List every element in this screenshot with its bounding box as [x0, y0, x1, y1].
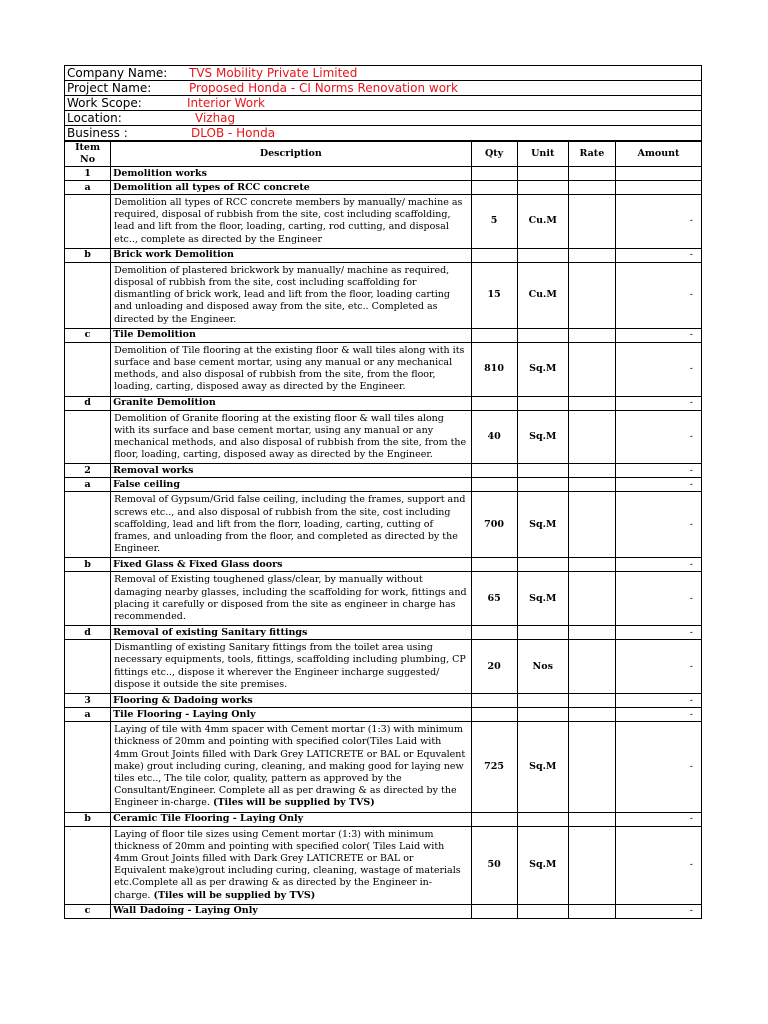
qty-cell: 810 [471, 342, 517, 396]
supply-note: (Tiles will be supplied by TVS) [153, 889, 316, 901]
qty-cell: 50 [471, 826, 517, 904]
description-cell [111, 826, 471, 904]
description-cell [111, 640, 471, 694]
amount-cell: - [615, 464, 701, 478]
qty-cell [471, 167, 517, 181]
unit-cell: Cu.M [517, 262, 568, 328]
description-cell [111, 342, 471, 396]
business-value: DLOB - Honda [183, 126, 702, 141]
description-text: Demolition all types of RCC concrete members by manually/ machine as required, disposal of rubbish from the site, cost including scaffolding, lead and lift from the floor, loading, carting, rod cutting, and disposal etc.., complete as directed by the Engineer [114, 197, 463, 245]
project-value: Proposed Honda - CI Norms Renovation work [183, 81, 702, 96]
unit-cell [517, 708, 568, 722]
boq-body [65, 167, 702, 919]
rate-cell [568, 248, 615, 262]
item-no-cell: c [65, 904, 111, 918]
section-row [65, 396, 702, 410]
rate-cell [568, 812, 615, 826]
unit-cell [517, 328, 568, 342]
amount-cell: - [615, 328, 701, 342]
rate-cell [568, 708, 615, 722]
item-no-cell: d [65, 626, 111, 640]
qty-cell [471, 396, 517, 410]
item-no-cell [65, 195, 111, 249]
item-no-cell: a [65, 708, 111, 722]
rate-cell [568, 464, 615, 478]
project-info-table [64, 65, 702, 141]
rate-cell [568, 572, 615, 626]
unit-cell: Sq.M [517, 410, 568, 464]
item-no-cell [65, 640, 111, 694]
item-no-cell: 2 [65, 464, 111, 478]
business-label: Business : [65, 126, 184, 141]
company-value: TVS Mobility Private Limited [183, 66, 702, 81]
section-title-cell: Fixed Glass & Fixed Glass doors [111, 558, 471, 572]
unit-cell [517, 626, 568, 640]
amount-cell: - [615, 626, 701, 640]
section-title-cell: Demolition works [111, 167, 471, 181]
section-row [65, 694, 702, 708]
section-row [65, 328, 702, 342]
location-value: Vizhag [183, 111, 702, 126]
unit-cell [517, 478, 568, 492]
section-row [65, 904, 702, 918]
col-rate: Rate [568, 142, 615, 167]
amount-cell: - [615, 396, 701, 410]
business-row [65, 126, 702, 141]
amount-cell [615, 181, 701, 195]
rate-cell [568, 195, 615, 249]
scope-value: Interior Work [183, 96, 702, 111]
column-header-row [65, 142, 702, 167]
section-title-cell: Removal of existing Sanitary fittings [111, 626, 471, 640]
qty-cell [471, 181, 517, 195]
unit-cell [517, 248, 568, 262]
amount-cell: - [615, 410, 701, 464]
qty-cell: 5 [471, 195, 517, 249]
section-row [65, 812, 702, 826]
description-text: Demolition of plastered brickwork by manually/ machine as required, disposal of rubbish from the site, cost including scaffolding for dismantling of brick work, lead and lift from the floor, loading carting and unloading and disposed away from the site, etc.. Completed as directed by the Engineer. [114, 264, 450, 325]
col-amount: Amount [615, 142, 701, 167]
description-text: Laying of floor tile sizes using Cement mortar (1:3) with minimum thickness of 20mm and pointing with specified color( Tiles Laid with 4mm Grout Joints filled with Dark Grey LATICRETE or BAL or Equivalent make)grout including curing, cleaning, wastage of materials etc.Complete all as per drawing & as directed by the Engineer in-charge. [114, 828, 461, 901]
unit-cell [517, 167, 568, 181]
description-cell [111, 410, 471, 464]
col-qty: Qty [471, 142, 517, 167]
item-no-cell [65, 410, 111, 464]
section-title-cell: Brick work Demolition [111, 248, 471, 262]
item-row [65, 492, 702, 558]
amount-cell: - [615, 558, 701, 572]
unit-cell: Sq.M [517, 826, 568, 904]
rate-cell [568, 342, 615, 396]
amount-cell: - [615, 812, 701, 826]
description-text: Laying of tile with 4mm spacer with Cement mortar (1:3) with minimum thickness of 20mm and pointing with specified color(Tiles Laid with 4mm Grout Joints filled with Dark Grey LATICRETE or BAL or Equvalent make) grout including curing, cleaning, and making good for laying new tiles etc.., The tile color, quality, pattern as approved by the Consultant/Engineer. Complete all as per drawing & as directed by the Engineer in-charge. [114, 724, 466, 809]
amount-cell: - [615, 195, 701, 249]
section-title-cell: Demolition all types of RCC concrete [111, 181, 471, 195]
description-cell [111, 195, 471, 249]
unit-cell [517, 181, 568, 195]
amount-cell: - [615, 262, 701, 328]
qty-cell: 65 [471, 572, 517, 626]
amount-cell: - [615, 478, 701, 492]
project-row [65, 81, 702, 96]
item-no-cell [65, 826, 111, 904]
unit-cell: Sq.M [517, 572, 568, 626]
rate-cell [568, 262, 615, 328]
qty-cell [471, 328, 517, 342]
amount-cell: - [615, 722, 701, 812]
description-cell [111, 492, 471, 558]
description-cell [111, 262, 471, 328]
unit-cell: Sq.M [517, 492, 568, 558]
boq-table [64, 141, 702, 919]
amount-cell: - [615, 904, 701, 918]
section-title-cell: Tile Flooring - Laying Only [111, 708, 471, 722]
item-no-cell: d [65, 396, 111, 410]
qty-cell [471, 708, 517, 722]
section-row [65, 626, 702, 640]
scope-row [65, 96, 702, 111]
col-unit: Unit [517, 142, 568, 167]
qty-cell: 700 [471, 492, 517, 558]
item-row [65, 826, 702, 904]
qty-cell: 20 [471, 640, 517, 694]
amount-cell: - [615, 826, 701, 904]
rate-cell [568, 478, 615, 492]
qty-cell [471, 464, 517, 478]
rate-cell [568, 694, 615, 708]
col-item-no: Item No [65, 142, 111, 167]
qty-cell [471, 694, 517, 708]
description-cell [111, 572, 471, 626]
rate-cell [568, 640, 615, 694]
col-description: Description [111, 142, 471, 167]
unit-cell: Nos [517, 640, 568, 694]
rate-cell [568, 626, 615, 640]
item-no-cell: b [65, 812, 111, 826]
item-no-cell [65, 262, 111, 328]
item-no-cell [65, 342, 111, 396]
description-text: Demolition of Tile flooring at the existing floor & wall tiles along with its surface and base cement mortar, using any manual or any mechanical methods, and also disposal of rubbish from the site, from the floor, loading, carting, disposed away as directed by the Engineer. [114, 344, 465, 393]
item-no-cell [65, 572, 111, 626]
section-row [65, 464, 702, 478]
unit-cell [517, 812, 568, 826]
item-row [65, 572, 702, 626]
qty-cell [471, 904, 517, 918]
qty-cell [471, 248, 517, 262]
unit-cell [517, 904, 568, 918]
supply-note: (Tiles will be supplied by TVS) [212, 797, 375, 809]
section-title-cell: Tile Demolition [111, 328, 471, 342]
rate-cell [568, 492, 615, 558]
item-no-cell: c [65, 328, 111, 342]
unit-cell [517, 396, 568, 410]
description-cell [111, 722, 471, 812]
section-row [65, 708, 702, 722]
unit-cell: Cu.M [517, 195, 568, 249]
qty-cell [471, 812, 517, 826]
rate-cell [568, 722, 615, 812]
section-title-cell: Granite Demolition [111, 396, 471, 410]
qty-cell [471, 626, 517, 640]
unit-cell: Sq.M [517, 342, 568, 396]
amount-cell: - [615, 342, 701, 396]
item-no-cell [65, 722, 111, 812]
amount-cell [615, 167, 701, 181]
unit-cell [517, 694, 568, 708]
item-no-cell: b [65, 248, 111, 262]
rate-cell [568, 826, 615, 904]
section-row [65, 478, 702, 492]
section-row [65, 167, 702, 181]
scope-label: Work Scope: [65, 96, 184, 111]
item-row [65, 722, 702, 812]
section-row [65, 248, 702, 262]
project-label: Project Name: [65, 81, 184, 96]
qty-cell: 725 [471, 722, 517, 812]
rate-cell [568, 167, 615, 181]
rate-cell [568, 558, 615, 572]
item-no-cell: 3 [65, 694, 111, 708]
description-text: Removal of Gypsum/Grid false ceiling, including the frames, support and screws etc.., and also disposal of rubbish from the site, cost including scaffolding, lead and lift from the florr, loading, carting, cutting of frames, and unloading from the floor, and completed as directed by the Engineer. [114, 494, 466, 555]
qty-cell: 15 [471, 262, 517, 328]
company-row [65, 66, 702, 81]
description-text: Demolition of Granite flooring at the existing floor & wall tiles along with its surface and base cement mortar, using any manual or any mechanical methods, and also disposal of rubbish from the site, from the floor, loading, carting, disposed away as directed by the Engineer. [114, 412, 467, 461]
item-row [65, 262, 702, 328]
unit-cell: Sq.M [517, 722, 568, 812]
amount-cell: - [615, 640, 701, 694]
item-row [65, 342, 702, 396]
item-no-cell: a [65, 181, 111, 195]
rate-cell [568, 904, 615, 918]
unit-cell [517, 558, 568, 572]
item-no-cell: b [65, 558, 111, 572]
description-text: Removal of Existing toughened glass/clear, by manually without damaging nearby glasses, including the scaffolding for work, fittings and placing it carefully or disposed from the site as engineer in charge has recommended. [114, 574, 467, 623]
description-text: Dismantling of existing Sanitary fittings from the toilet area using necessary equipments, tools, fittings, scaffolding including plumbing, CP fittings etc.., dispose it wherever the Engineer incharge suggested/ dispose it outside the site premises. [114, 642, 466, 690]
item-no-cell: 1 [65, 167, 111, 181]
item-row [65, 410, 702, 464]
amount-cell: - [615, 492, 701, 558]
rate-cell [568, 181, 615, 195]
rate-cell [568, 328, 615, 342]
item-no-cell [65, 492, 111, 558]
rate-cell [568, 410, 615, 464]
location-label: Location: [65, 111, 184, 126]
section-row [65, 181, 702, 195]
qty-cell [471, 478, 517, 492]
location-row [65, 111, 702, 126]
section-title-cell: Wall Dadoing - Laying Only [111, 904, 471, 918]
section-title-cell: Flooring & Dadoing works [111, 694, 471, 708]
qty-cell [471, 558, 517, 572]
unit-cell [517, 464, 568, 478]
qty-cell: 40 [471, 410, 517, 464]
amount-cell: - [615, 694, 701, 708]
amount-cell: - [615, 708, 701, 722]
section-title-cell: Removal works [111, 464, 471, 478]
amount-cell: - [615, 572, 701, 626]
section-title-cell: Ceramic Tile Flooring - Laying Only [111, 812, 471, 826]
boq-sheet [64, 65, 702, 919]
section-title-cell: False ceiling [111, 478, 471, 492]
amount-cell: - [615, 248, 701, 262]
item-row [65, 195, 702, 249]
rate-cell [568, 396, 615, 410]
item-row [65, 640, 702, 694]
item-no-cell: a [65, 478, 111, 492]
company-label: Company Name: [65, 66, 184, 81]
section-row [65, 558, 702, 572]
